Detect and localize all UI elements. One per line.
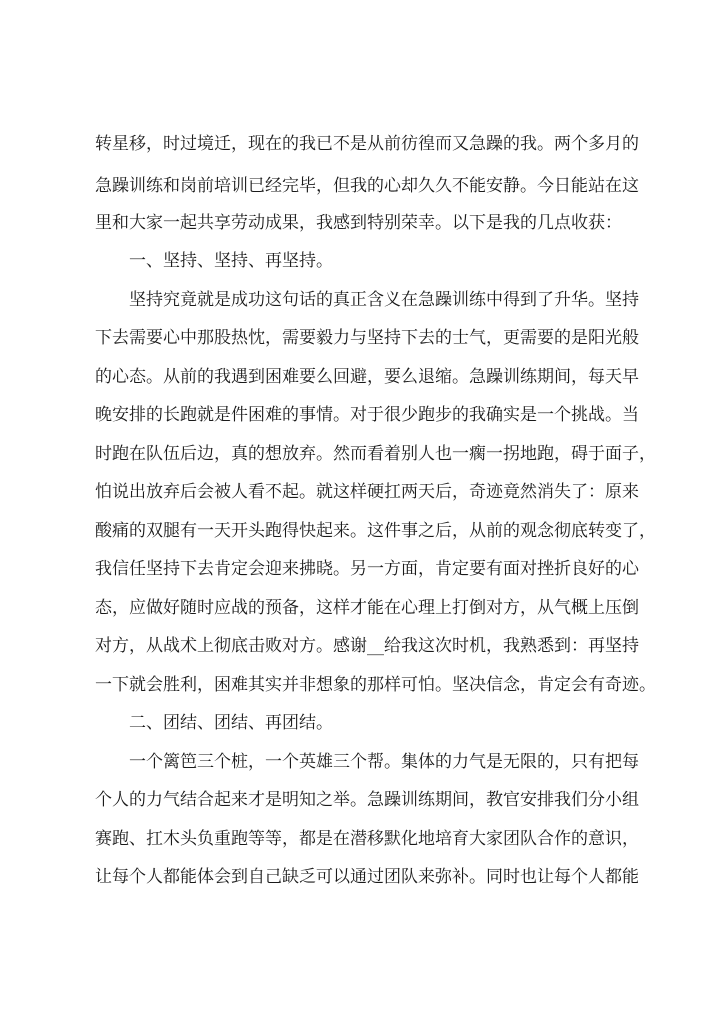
paragraph-line: 对方，从战术上彻底击败对方。感谢__给我这次时机，我熟悉到：再坚持 <box>95 636 639 656</box>
paragraph-line: 的心态。从前的我遇到困难要么回避，要么退缩。急躁训练期间，每天早 <box>95 367 639 387</box>
paragraph-line: 坚持究竟就是成功这句话的真正含义在急躁训练中得到了升华。坚持 <box>129 290 639 310</box>
paragraph-line: 晚安排的长跑就是件困难的事情。对于很少跑步的我确实是一个挑战。当 <box>95 405 639 425</box>
paragraph-line: 转星移，时过境迁，现在的我已不是从前彷徨而又急躁的我。两个多月的 <box>95 134 639 154</box>
paragraph-line: 个人的力气结合起来才是明知之举。急躁训练期间，教官安排我们分小组 <box>95 790 639 810</box>
paragraph-line: 我信任坚持下去肯定会迎来拂晓。另一方面，肯定要有面对挫折良好的心 <box>95 559 639 579</box>
paragraph-line: 赛跑、扛木头负重跑等等，都是在潜移默化地培育大家团队合作的意识， <box>95 829 639 849</box>
paragraph-line: 里和大家一起共享劳动成果，我感到特别荣幸。以下是我的几点收获： <box>95 213 622 233</box>
paragraph-line: 下去需要心中那股热忱，需要毅力与坚持下去的士气，更需要的是阳光般 <box>95 328 639 348</box>
paragraph-line: 一个篱笆三个桩，一个英雄三个帮。集体的力气是无限的，只有把每 <box>129 752 639 772</box>
paragraph-line: 怕说出放弃后会被人看不起。就这样硬扛两天后，奇迹竟然消失了：原来 <box>95 482 639 502</box>
section-heading: 二、团结、团结、再团结。 <box>129 713 333 733</box>
paragraph-line: 时跑在队伍后边，真的想放弃。然而看着别人也一瘸一拐地跑，碍于面子， <box>95 444 656 464</box>
paragraph-line: 态，应做好随时应战的预备，这样才能在心理上打倒对方，从气概上压倒 <box>95 598 639 618</box>
paragraph-line: 酸痛的双腿有一天开头跑得快起来。这件事之后，从前的观念彻底转变了， <box>95 521 656 541</box>
paragraph-line: 让每个人都能体会到自己缺乏可以通过团队来弥补。同时也让每个人都能 <box>95 867 639 887</box>
paragraph-line: 一下就会胜利，困难其实并非想象的那样可怕。坚决信念，肯定会有奇迹。 <box>95 675 656 695</box>
paragraph-line: 急躁训练和岗前培训已经完毕，但我的心却久久不能安静。今日能站在这 <box>95 176 639 196</box>
section-heading: 一、坚持、坚持、再坚持。 <box>129 251 333 271</box>
